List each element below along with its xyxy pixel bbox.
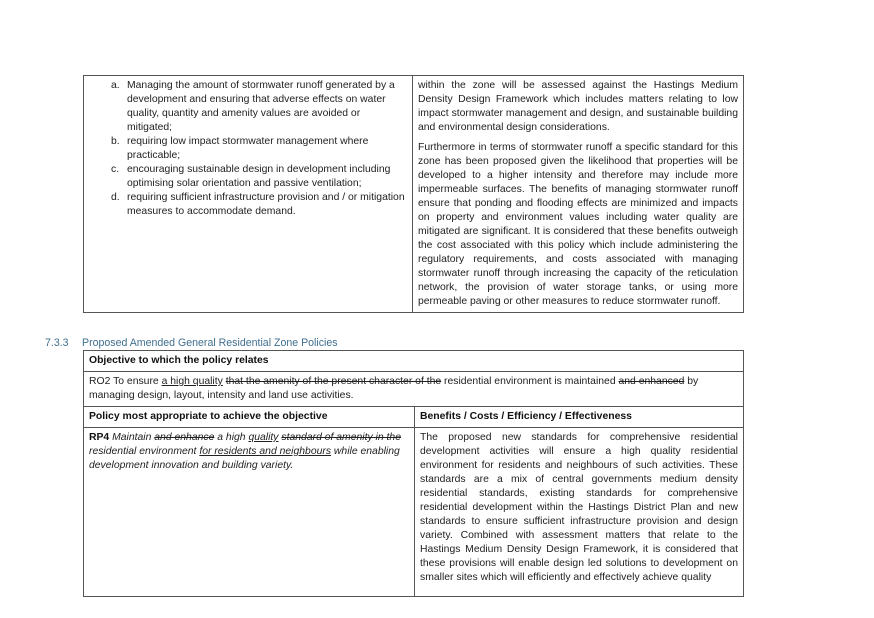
- ro2-text: RO2 To ensure: [89, 376, 162, 387]
- list-text: encouraging sustainable design in development including optimising solar orientation and passive ventilation;: [127, 164, 391, 189]
- rp4-text: residential environment: [89, 446, 200, 457]
- residential-policy-table: [83, 350, 744, 597]
- evaluation-paragraph-1: within the zone will be assessed against the Hastings Medium Density Design Framework which includes matters relating to low impact stormwater management and design, and sustainable building and environmental design considerations.: [418, 80, 738, 133]
- evaluation-cell: [413, 76, 744, 313]
- benefits-header: Benefits / Costs / Efficiency / Effectiveness: [415, 407, 744, 428]
- objective-ro2: [84, 372, 744, 407]
- list-item: [89, 163, 407, 191]
- list-letter: d.: [111, 192, 120, 203]
- list-item: [89, 191, 407, 219]
- stormwater-policy-table: [83, 75, 744, 313]
- benefits-cell: [415, 428, 744, 597]
- rp4-inserted-text: for residents and neighbours: [199, 446, 332, 457]
- ro2-text: by managing design, layout, intensity and land use activities.: [89, 376, 699, 401]
- ro2-text: residential environment is maintained: [441, 376, 619, 387]
- list-item: [89, 79, 407, 135]
- list-item: [89, 135, 407, 163]
- rp4-deleted-text: and enhance: [154, 432, 215, 443]
- policy-rp4: [84, 428, 415, 597]
- rp4-label: RP4: [89, 432, 110, 443]
- list-text: requiring low impact stormwater management where practicable;: [127, 136, 369, 161]
- rp4-inserted-text: quality: [248, 432, 279, 443]
- evaluation-paragraph-2: Furthermore in terms of stormwater runoff a specific standard for this zone has been proposed given the likelihood that properties will be developed to a higher intensity and therefore may include more impermeable surfaces. The benefits of managing stormwater runoff ensure that ponding and flooding effects are minimized and impacts on property and environment values including water quality are mitigated are significant. It is considered that these benefits outweigh the cost associated with this policy which include administering the regulatory requirements, and costs associated with managing stormwater runoff through increasing the capacity of the reticulation network, the provision of water storage tanks, or using more permeable paving or other measures to reduce stormwater runoff.: [418, 142, 738, 307]
- benefits-paragraph: The proposed new standards for comprehensive residential development activities will ensure a high quality residential environment for residents and neighbours of such activities. These standards are a mix of central governments medium density residential standards, existing standards for comprehensive residential development within the Hastings District Plan and new standards to ensure sufficient infrastructure provision and design variety. Combined with assessment matters that relate to the Hastings Medium Density Design Framework, it is considered that these provisions will enable design led solutions to development on smaller sites which will efficiently and effectively achieve quality: [420, 432, 738, 583]
- policy-list-cell: [84, 76, 413, 313]
- policy-header: Policy most appropriate to achieve the objective: [84, 407, 415, 428]
- rp4-deleted-text: standard of amenity in the: [281, 432, 401, 443]
- list-letter: c.: [111, 164, 120, 175]
- section-number: 7.3.3: [45, 337, 69, 349]
- ro2-deleted-text: and enhanced: [618, 376, 685, 387]
- section-title: Proposed Amended General Residential Zone Policies: [82, 337, 338, 349]
- ro2-inserted-text: a high quality: [161, 376, 223, 387]
- list-letter: b.: [111, 136, 120, 147]
- objective-header: Objective to which the policy relates: [84, 351, 744, 372]
- section-heading: [45, 336, 338, 350]
- list-text: requiring sufficient infrastructure provision and / or mitigation measures to accommodate demand.: [127, 192, 405, 217]
- rp4-text: while enabling development innovation and building variety.: [89, 446, 400, 471]
- policy-list: [89, 79, 407, 219]
- rp4-text: Maintain: [109, 432, 155, 443]
- list-letter: a.: [111, 80, 120, 91]
- ro2-deleted-text: that the amenity of the present character of the: [225, 376, 442, 387]
- list-text: Managing the amount of stormwater runoff generated by a development and ensuring that adverse effects on water quality, quantity and amenity values are avoided or mitigated;: [127, 80, 395, 133]
- rp4-text: a high: [214, 432, 249, 443]
